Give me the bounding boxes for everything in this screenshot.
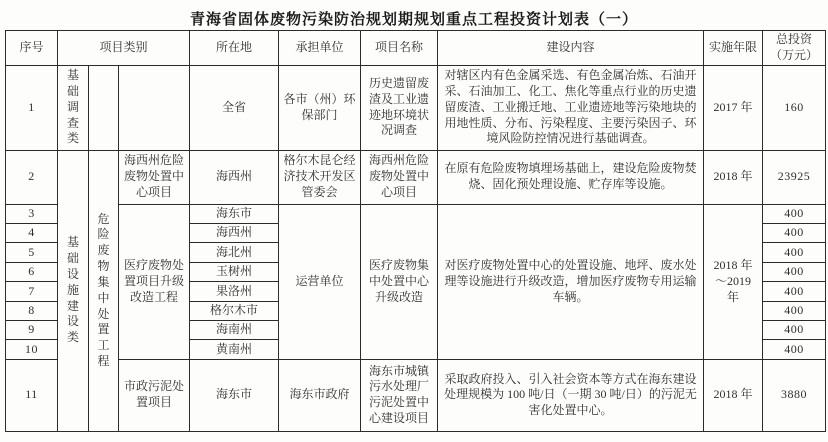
cell-location: 格尔木市 [190, 301, 279, 320]
table-row [6, 65, 826, 150]
cell-location: 海北州 [190, 243, 279, 262]
cell-investment: 400 [763, 204, 826, 223]
cell-category-l3-empty [119, 65, 190, 150]
cell-content: 采取政府投入、引入社会资本等方式在海东建设处理规模为 100 吨/日（一期 30 吨/日）的污泥无害化处置中心。 [438, 359, 704, 431]
cell-seq: 5 [6, 243, 58, 262]
header-location: 所在地 [190, 31, 279, 66]
table-row [6, 359, 826, 431]
cell-seq: 4 [6, 224, 58, 243]
cell-investment: 400 [763, 243, 826, 262]
cell-seq: 3 [6, 204, 58, 223]
cell-seq: 10 [6, 340, 58, 359]
cell-investment: 400 [763, 262, 826, 281]
cell-location: 玉树州 [190, 262, 279, 281]
cell-investment: 160 [763, 65, 826, 150]
cell-category-l3: 市政污泥处置项目 [119, 359, 190, 431]
header-content: 建设内容 [438, 31, 704, 66]
header-investment [763, 31, 826, 66]
cell-investment: 400 [763, 224, 826, 243]
cell-seq: 9 [6, 321, 58, 340]
investment-plan-table [5, 30, 826, 432]
header-period: 实施年限 [704, 31, 763, 66]
cell-investment: 400 [763, 282, 826, 301]
cell-unit: 格尔木昆仑经济技术开发区管委会 [279, 150, 361, 204]
cell-unit: 各市（州）环保部门 [279, 65, 361, 150]
cell-location: 海西州 [190, 150, 279, 204]
cell-location: 果洛州 [190, 282, 279, 301]
cell-seq: 2 [6, 150, 58, 204]
cell-category-l2-empty [89, 65, 119, 150]
cell-seq: 1 [6, 65, 58, 150]
cell-period: 2018 年 [704, 150, 763, 204]
header-category: 项目类别 [58, 31, 190, 66]
cell-investment: 400 [763, 301, 826, 320]
cell-category-l1: 基础设施建设类 [58, 150, 89, 431]
cell-investment: 400 [763, 321, 826, 340]
cell-location: 海西州 [190, 224, 279, 243]
cell-seq: 8 [6, 301, 58, 320]
cell-seq: 7 [6, 282, 58, 301]
cell-location: 海东市 [190, 204, 279, 223]
header-unit: 承担单位 [279, 31, 361, 66]
cell-content: 对辖区内有色金属采选、有色金属冶炼、石油开采、石油加工、化工、焦化等重点行业的历史遗留废渣、工业搬迁地、工业遗迹地等污染地块的用地性质、分布、污染程度、主要污染因子、环境风险防控情况进行基础调查。 [438, 65, 704, 150]
cell-project: 医疗废物集中处置中心升级改造 [361, 204, 438, 359]
cell-category-l3: 医疗废物处置项目升级改造工程 [119, 204, 190, 359]
header-investment-line2: （万元） [770, 47, 819, 62]
cell-category-l2: 危险废物集中处置工程 [89, 150, 119, 431]
cell-category-l3: 海西州危险废物处置中心项目 [119, 150, 190, 204]
cell-content: 对医疗废物处置中心的处置设施、地坪、废水处理等设施进行升级改造，增加医疗废物专用运输车辆。 [438, 204, 704, 359]
table-row [6, 150, 826, 204]
cell-project: 历史遗留废渣及工业遗迹地环境状况调查 [361, 65, 438, 150]
cell-content: 在原有危险废物填埋场基础上，建设危险废物焚烧、固化预处理设施、贮存库等设施。 [438, 150, 704, 204]
cell-location: 海南州 [190, 321, 279, 340]
header-seq: 序号 [6, 31, 58, 66]
table-row [6, 204, 826, 223]
cell-unit: 运营单位 [279, 204, 361, 359]
cell-period: 2018 年～2019 年 [704, 204, 763, 359]
cell-unit: 海东市政府 [279, 359, 361, 431]
cell-period: 2017 年 [704, 65, 763, 150]
page-title: 青海省固体废物污染防治规划期规划重点工程投资计划表（一） [189, 12, 638, 28]
cell-seq: 6 [6, 262, 58, 281]
cell-location: 海东市 [190, 359, 279, 431]
cell-investment: 23925 [763, 150, 826, 204]
cell-location: 黄南州 [190, 340, 279, 359]
cell-location: 全省 [190, 65, 279, 150]
cell-project: 海东市城镇污水处理厂污泥处置中心建设项目 [361, 359, 438, 431]
cell-category-l1: 基础调查类 [58, 65, 89, 150]
header-project: 项目名称 [361, 31, 438, 66]
cell-project: 海西州危险废物处置中心项目 [361, 150, 438, 204]
cell-seq: 11 [6, 359, 58, 431]
table-header-row [6, 31, 826, 66]
cell-investment: 3880 [763, 359, 826, 431]
cell-period: 2018 年 [704, 359, 763, 431]
cell-investment: 400 [763, 340, 826, 359]
header-investment-line1: 总投资 [776, 32, 813, 46]
